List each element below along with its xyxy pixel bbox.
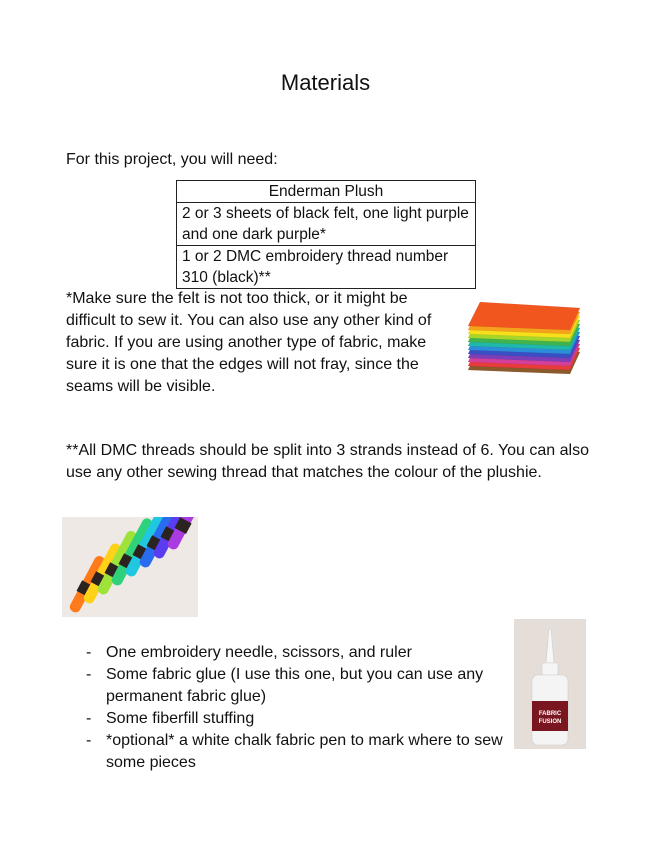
page-title: Materials: [280, 70, 371, 95]
thread-note: **All DMC threads should be split into 3 strands instead of 6. You can also use any other sewing thread that matches the colour of the plushie.: [66, 442, 589, 481]
felt-note: *Make sure the felt is not too thick, or it might be difficult to sew it. You can also use any other kind of fabric. If you are using another type of fabric, make sure it is one that the edges will not fray, since the seams will be visible.: [66, 290, 432, 395]
felt-sheets-image: [460, 282, 592, 382]
table-row: [177, 246, 476, 289]
list-item: - *optional* a white chalk fabric pen to mark where to sew some pieces: [86, 730, 506, 774]
list-item: - One embroidery needle, scissors, and ruler: [86, 642, 506, 664]
table-cell: 2 or 3 sheets of black felt, one light purple and one dark purple*: [177, 203, 476, 246]
intro-text: For this project, you will need:: [66, 151, 278, 168]
list-item: - Some fiberfill stuffing: [86, 708, 506, 730]
embroidery-threads-image: [62, 517, 198, 617]
supplies-list: [86, 642, 506, 774]
table-header-row: [177, 181, 476, 203]
table-header: Enderman Plush: [177, 181, 476, 203]
list-item: - Some fabric glue (I use this one, but you can use any permanent fabric glue): [86, 664, 506, 708]
fabric-glue-bottle-image: [514, 619, 586, 749]
table-row: [177, 203, 476, 246]
table-cell: 1 or 2 DMC embroidery thread number 310 (black)**: [177, 246, 476, 289]
glue-label: FABRIC FUSION: [538, 711, 562, 725]
materials-table: [176, 180, 476, 289]
felt-sheet: [468, 302, 580, 330]
